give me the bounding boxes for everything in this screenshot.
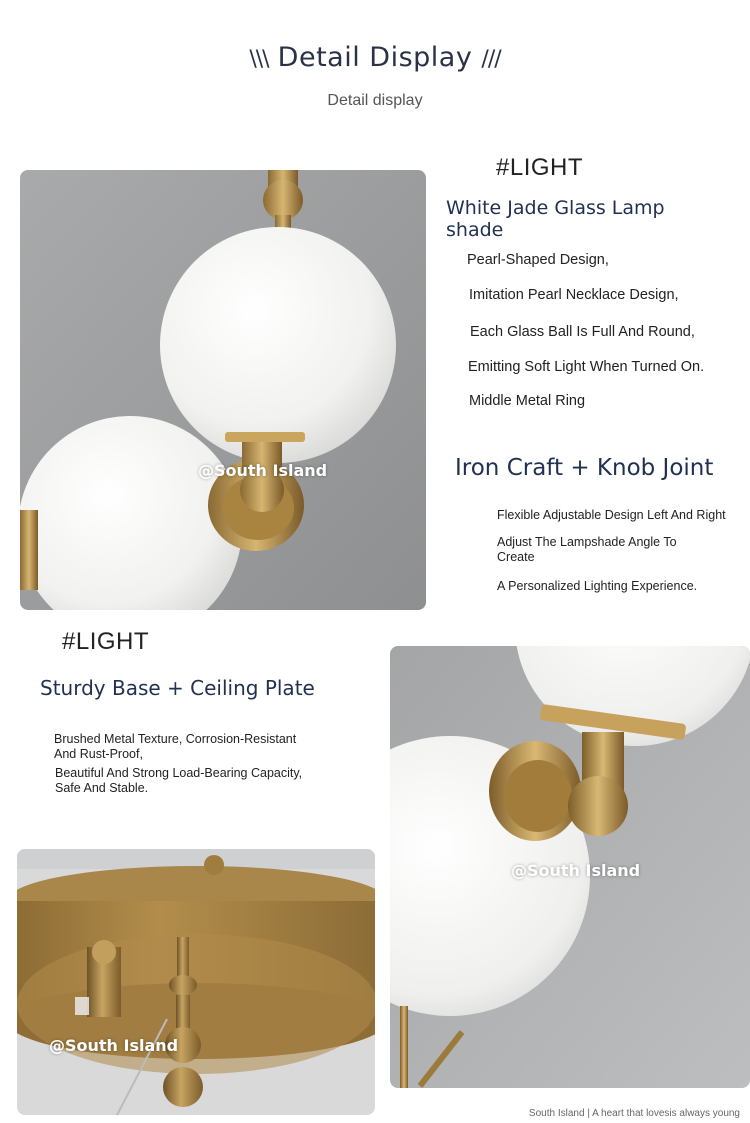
product-photo-ceiling-plate xyxy=(17,849,375,1115)
section2-line-1: Flexible Adjustable Design Left And Right xyxy=(497,508,726,522)
page-subtitle: Detail display xyxy=(327,92,423,109)
section2-heading: Iron Craft + Knob Joint xyxy=(455,455,714,481)
light-tag-2: #LIGHT xyxy=(62,628,150,655)
section1-heading: White Jade Glass Lamp shade xyxy=(446,197,665,241)
page-title xyxy=(0,42,750,73)
section2-line-2: Adjust The Lampshade Angle To Create xyxy=(497,535,677,564)
section2-line-3: A Personalized Lighting Experience. xyxy=(497,579,698,593)
watermark-photo-1: @South Island xyxy=(198,461,328,480)
feature-2: Imitation Pearl Necklace Design, xyxy=(469,287,679,303)
title-text: Detail Display xyxy=(277,42,473,73)
feature-5: Middle Metal Ring xyxy=(469,393,586,409)
watermark-photo-3: @South Island xyxy=(49,1036,179,1055)
footer-tagline: | A heart that lovesis always young xyxy=(587,1108,740,1119)
feature-4: Emitting Soft Light When Turned On. xyxy=(468,359,705,375)
footer xyxy=(529,1108,740,1119)
title-slashes-left: \\\ xyxy=(249,47,269,72)
footer-brand: South Island xyxy=(528,1108,585,1119)
section3-line-2: Beautiful And Strong Load-Bearing Capacity, Safe And Stable. xyxy=(55,766,303,795)
light-tag-1: #LIGHT xyxy=(496,154,584,181)
title-slashes-right: /// xyxy=(481,47,501,72)
product-photo-globes xyxy=(20,170,426,610)
section3-line-1: Brushed Metal Texture, Corrosion-Resistant And Rust-Proof, xyxy=(54,732,297,761)
watermark-photo-2: @South Island xyxy=(511,861,641,880)
feature-3: Each Glass Ball Is Full And Round, xyxy=(470,324,695,340)
feature-1: Pearl-Shaped Design, xyxy=(467,252,609,268)
section3-heading: Sturdy Base + Ceiling Plate xyxy=(40,676,315,700)
